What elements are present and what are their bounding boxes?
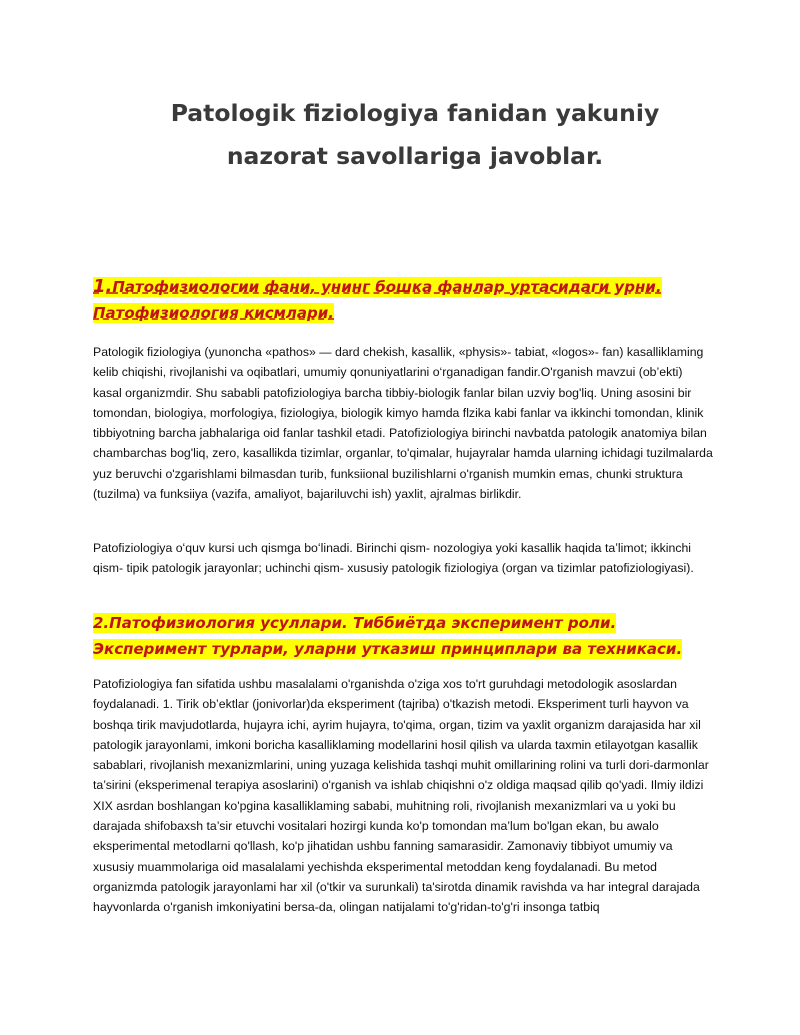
section-1-heading-text: Патофизиологии фани, унинг бошка фанлар уртасидаги урни. Патофизиология кисмлари.	[93, 278, 662, 322]
section-1-paragraph-1: Patologik fiziologiya (yunoncha «pathos» — dard chekish, kasallik, «physis»- tabiat, «logos»- fan) kasalliklaming kelib chiqishi, rivojlanishi va oqibatlari, umumiy qonuniyatlarini o‘rganadigan fandir.O'rganish mavzui (ob’ekti) kasal organizmdir. Shu sababli patofiziologiya barcha tibbiy-biologik fanlar bilan uzviy bog'liq. Uning asosini bir tomondan, biologiya, morfologiya, fiziologiya, biologik kimyo hamda flzika kabi fanlar va ikkinchi tomondan, klinik tibbiyotning barcha jabhalariga oid fanlar tashkil etadi. Patofiziologiya birinchi navbatda patologik anatomiya bilan chambarchas bog'liq, zero, kasallikda tizimlar, organlar, to'qimalar, hujayralar hamda ularning ichidagi tuzilmalarda yuz beruvchi o'zgarishlami bilmasdan turib, funksiional buzilishlarni o'rganish mumkin emas, chunki struktura (tuzilma) va funksiiya (vazifa, amaliyot, bajariluvchi ish) yaxlit, ajralmas birlikdir.	[93, 345, 713, 502]
section-1-heading	[93, 274, 708, 326]
section-2-heading-text: Патофизиология усуллари. Тиббиётда эксперимент роли. Эксперимент турлари, уларни утказиш принциплари ва техникаси.	[93, 614, 683, 658]
section-2-heading	[93, 610, 708, 662]
section-1-heading-highlight	[93, 277, 662, 323]
section-2-paragraph-1: Patofiziologiya fan sifatida ushbu masalalami o'rganishda o'ziga xos to'rt guruhdagi metodologik asoslardan foydalanadi. 1. Tirik ob’ektlar (jonivorlar)da eksperiment (tajriba) o'tkazish metodi. Eksperiment turli hayvon va boshqa tirik mavjudotlarda, hujayra ichi, ayrim hujayra, to'qima, organ, tizim va yaxlit organizm darajasida har xil patologik jarayonlami, imkoni boricha kasalliklaming modellarini hosil qilish va ularda taxmin etilayotgan kasallik sabablari, rivojlanish mexanizmlarini, uning yuzaga kelishida tashqi muhit omillarining rolini va turli dori-darmonlar ta’sirini (eksperimenal terapiya asoslarini) o'rganish va ishlab chiqishni o'z oldiga maqsad qilib qo'yadi. Ilmiy ildizi XIX asrdan boshlangan ko'pgina kasalliklaming sababi, muhitning roli, rivojlanish mexanizmlari va u yoki bu darajada shifobaxsh ta’sir etuvchi vositalari hozirgi kunda ko'p tomondan ma’lum bo'lgan ekan, bu awalo eksperimental metodlarni qo'llash, ko'p jihatidan ushbu fanning samarasidir. Zamonaviy tibbiyot umumiy va xususiy muammolariga oid masalalami yechishda eksperimental metoddan keng foydalanadi. Bu metod organizmda patologik jarayonlami har xil (o'tkir va surunkali) ta'sirotda dinamik ravishda va har integral darajada hayvonlarda o'rganish imkoniyatini bersa-da, olingan natijalami to'g'ridan-to'g'ri insonga tatbiq	[93, 677, 709, 915]
section-1-number: 1.	[93, 276, 113, 297]
section-1-paragraph-2: Patofiziologiya oʻquv kursi uch qismga boʻlinadi. Birinchi qism- nozologiya yoki kasallik haqida taʼlimot; ikkinchi qism- tipik patologik jarayonlar; uchinchi qism- xususiy patologik fiziologiya (organ va tizimlar patofiziologiyasi).	[93, 541, 694, 576]
document-title: Patologik fiziologiya fanidan yakuniy nazorat savollariga javoblar.	[170, 99, 660, 170]
section-2-number: 2.	[93, 614, 110, 632]
section-2-heading-highlight	[93, 613, 682, 659]
